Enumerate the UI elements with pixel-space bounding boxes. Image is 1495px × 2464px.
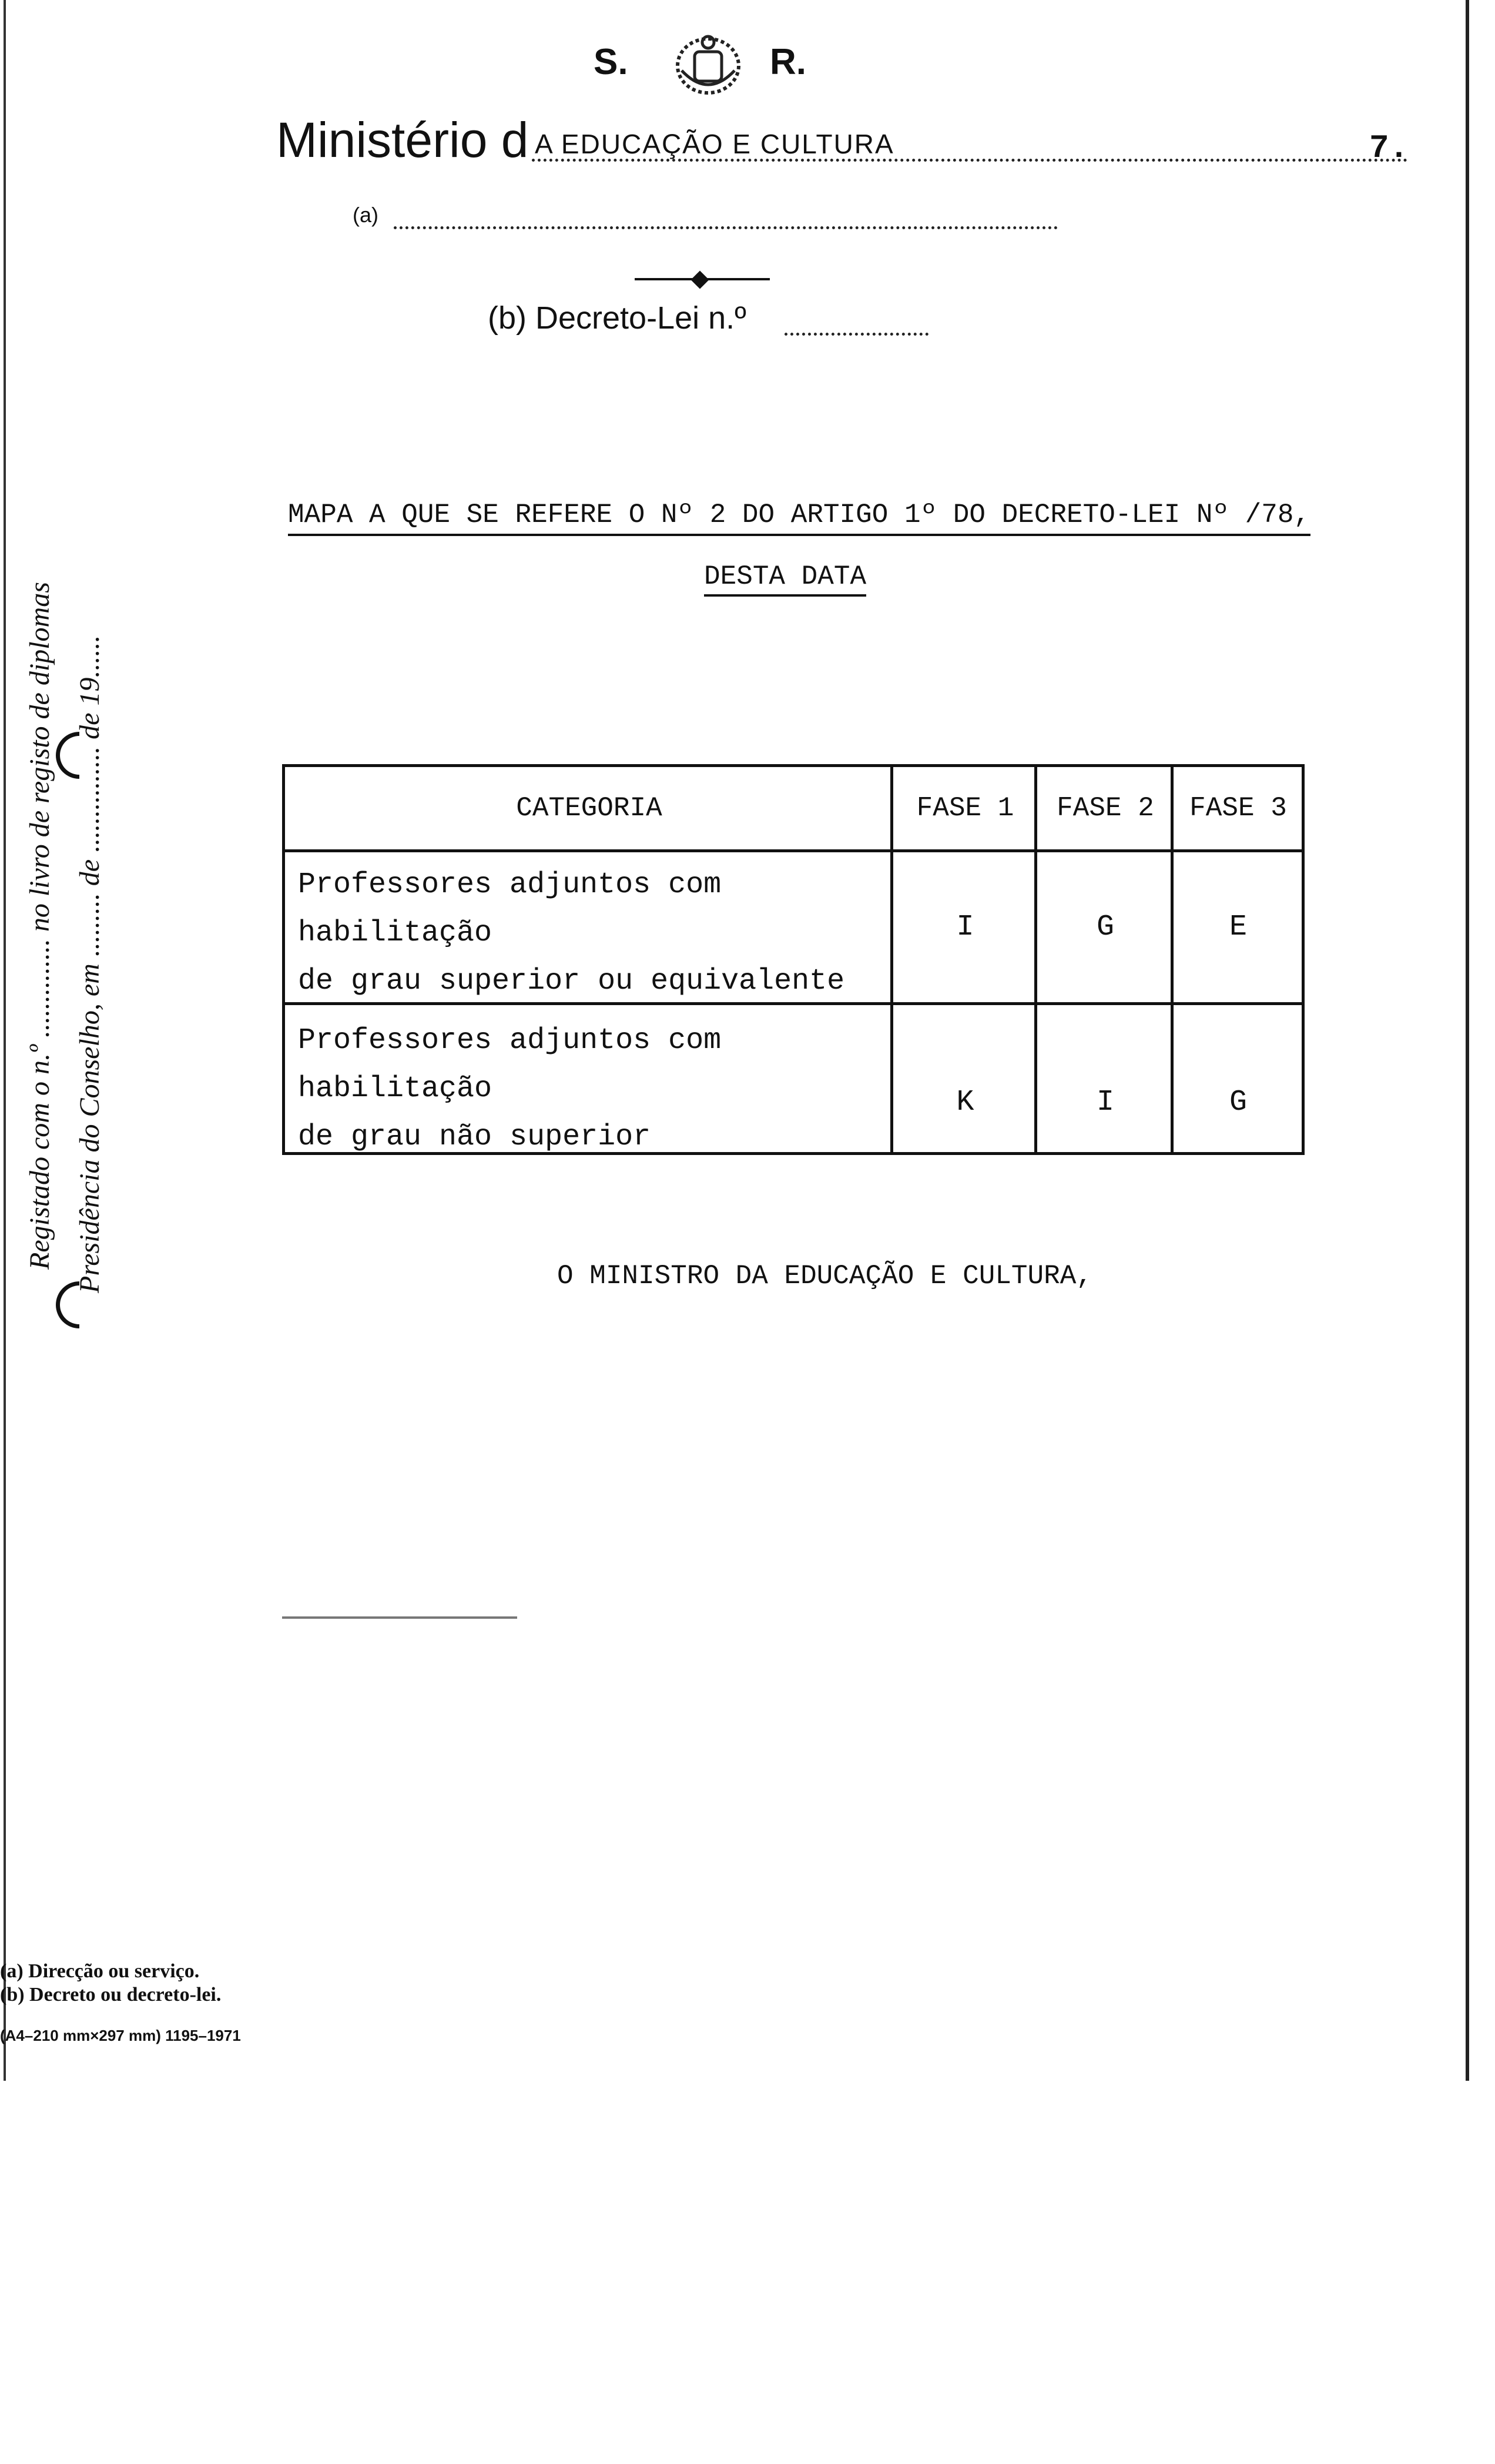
coat-of-arms-seal-icon — [658, 29, 758, 100]
map-subtitle: DESTA DATA — [704, 561, 866, 597]
table-row-1-fase-1: I — [956, 910, 974, 944]
row-1-categoria-line-2: de grau superior ou equivalente — [298, 965, 845, 998]
row-2-categoria-line-2: de grau não superior — [298, 1120, 651, 1154]
categories-table — [282, 764, 1305, 1155]
table-header-categoria: CATEGORIA — [516, 793, 662, 823]
table-divider — [285, 1002, 1302, 1005]
field-a-dotted-line — [394, 226, 1058, 229]
table-header-fase-1: FASE 1 — [916, 793, 1014, 823]
paper-format-note: (A4–210 mm×297 mm) 1195–1971 — [0, 2027, 241, 2044]
margin-presidency-text: Presidência do Conselho, em ......... de ............... de 19...... — [74, 635, 105, 1293]
table-row-1-fase-3: E — [1229, 910, 1247, 944]
table-divider — [285, 849, 1302, 852]
row-1-categoria-line-1: Professores adjuntos com habilitação — [298, 868, 722, 950]
ornament-separator — [635, 270, 770, 288]
margin-brace-icon — [56, 732, 79, 779]
field-a-label: (a) — [353, 203, 378, 227]
ministry-dotted-line — [532, 159, 1407, 162]
decreto-label: (b) Decreto-Lei n.º — [488, 300, 746, 336]
page-number: 7. — [1369, 129, 1409, 167]
signature-line — [282, 1616, 517, 1619]
page-left-edge — [4, 0, 6, 2081]
table-divider — [1171, 767, 1174, 1152]
ministry-lead-text: Ministério d — [276, 112, 529, 168]
decreto-dotted-line — [785, 333, 928, 336]
minister-signature-label: O MINISTRO DA EDUCAÇÃO E CULTURA, — [557, 1261, 1092, 1291]
header-r-letter: R. — [770, 42, 806, 82]
table-row-1-fase-2: G — [1096, 910, 1114, 944]
footnote-b: (b) Decreto ou decreto-lei. — [0, 1984, 222, 2006]
ministry-department: A EDUCAÇÃO E CULTURA — [535, 129, 894, 159]
map-title: MAPA A QUE SE REFERE O Nº 2 DO ARTIGO 1º DO DECRETO-LEI Nº /78, — [288, 500, 1310, 536]
table-row-2-fase-1: K — [956, 1085, 974, 1119]
ministry-line — [276, 112, 1134, 170]
table-header-fase-2: FASE 2 — [1057, 793, 1154, 823]
page-right-edge — [1466, 0, 1469, 2081]
diamond-icon — [690, 270, 709, 289]
table-divider — [1034, 767, 1037, 1152]
table-row-2-fase-2: I — [1096, 1085, 1114, 1119]
row-2-categoria-line-1: Professores adjuntos com habilitação — [298, 1024, 722, 1106]
field-a — [353, 203, 1058, 238]
table-header-fase-3: FASE 3 — [1189, 793, 1287, 823]
table-row-2-fase-3: G — [1229, 1085, 1247, 1119]
margin-registration-text: Registado com o n.º .............. no livro de registo de diplomas — [24, 582, 55, 1270]
table-divider — [890, 767, 893, 1152]
margin-brace-icon — [56, 1281, 79, 1328]
republic-header — [594, 29, 840, 100]
header-s-letter: S. — [594, 42, 628, 82]
table-row-2-categoria — [285, 1017, 893, 1152]
decreto-field — [488, 300, 934, 347]
footnote-a: (a) Direcção ou serviço. — [0, 1960, 200, 1982]
table-row-1-categoria — [285, 861, 893, 1002]
